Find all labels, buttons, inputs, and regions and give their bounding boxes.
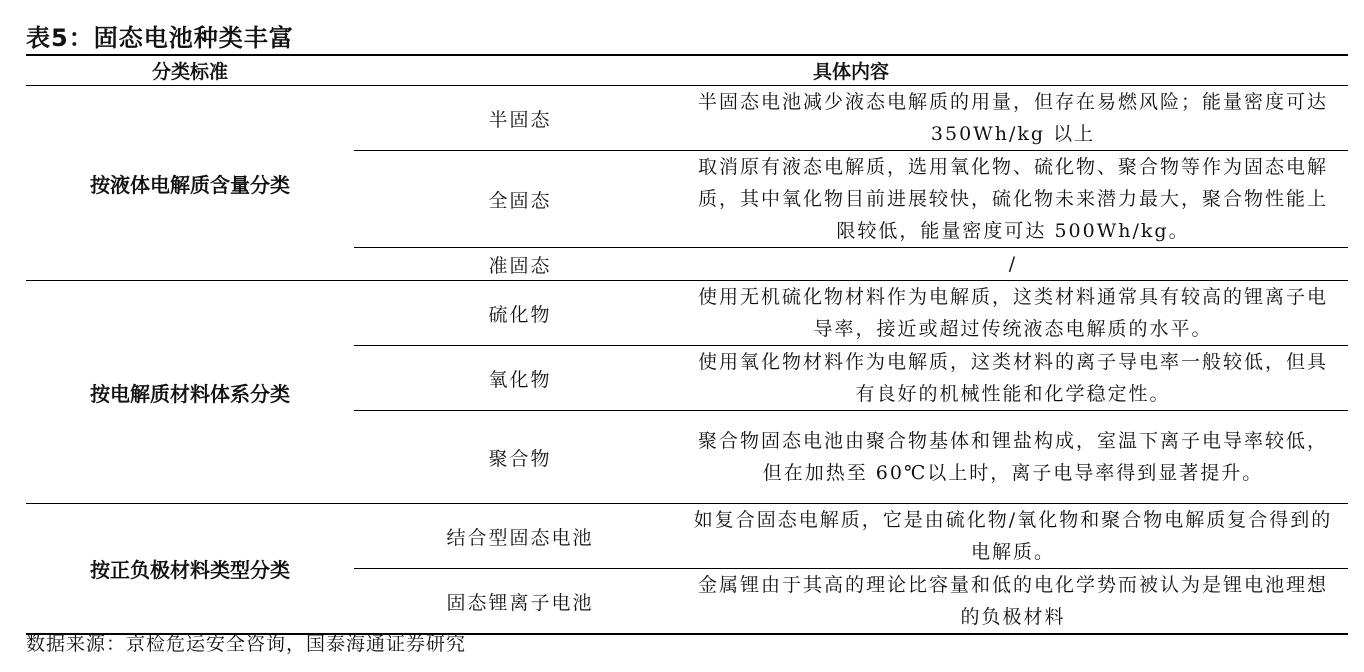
type-label: 准固态 xyxy=(354,248,686,281)
content-cell: 半固态电池减少液态电解质的用量，但存在易燃风险；能量密度可达 350Wh/kg 以上 xyxy=(686,86,1348,151)
type-label: 聚合物 xyxy=(354,411,686,504)
type-label: 硫化物 xyxy=(354,281,686,346)
content-cell: 取消原有液态电解质，选用氧化物、硫化物、聚合物等作为固态电解质，其中氧化物目前进展较快，硫化物未来潜力最大，聚合物性能上限较低，能量密度可达 500Wh/kg。 xyxy=(686,151,1348,248)
type-label: 结合型固态电池 xyxy=(354,504,686,569)
table-title: 表5：固态电池种类丰富 xyxy=(26,24,294,52)
content-cell: 金属锂由于其高的理论比容量和低的电化学势而被认为是锂电池理想的负极材料 xyxy=(698,574,1329,628)
type-label: 全固态 xyxy=(354,151,686,248)
header-category: 分类标准 xyxy=(26,55,354,86)
type-label: 氧化物 xyxy=(354,346,686,411)
content-cell: 如复合固态电解质，它是由硫化物/氧化物和聚合物电解质复合得到的电解质。 xyxy=(686,504,1348,569)
source-note: 数据来源：京检危运安全咨询，国泰海通证券研究 xyxy=(26,633,467,655)
header-content: 具体内容 xyxy=(354,55,1348,86)
content-cell: 使用无机硫化物材料作为电解质，这类材料通常具有较高的锂离子电导率，接近或超过传统液态电解质的水平。 xyxy=(686,281,1348,346)
category-electrolyte-material: 按电解质材料体系分类 xyxy=(26,281,354,504)
battery-types-table xyxy=(26,54,1348,635)
content-cell: 使用氧化物材料作为电解质，这类材料的离子导电率一般较低，但具有良好的机械性能和化学稳定性。 xyxy=(686,346,1348,411)
type-label: 固态锂离子电池 xyxy=(446,591,594,614)
category-electrode-material: 按正负极材料类型分类 xyxy=(26,504,354,635)
category-liquid-content: 按液体电解质含量分类 xyxy=(26,86,354,281)
content-cell: 聚合物固态电池由聚合物基体和锂盐构成，室温下离子电导率较低，但在加热至 60℃以上时，离子电导率得到显著提升。 xyxy=(686,411,1348,504)
content-cell: / xyxy=(686,248,1348,281)
type-label: 半固态 xyxy=(354,86,686,151)
